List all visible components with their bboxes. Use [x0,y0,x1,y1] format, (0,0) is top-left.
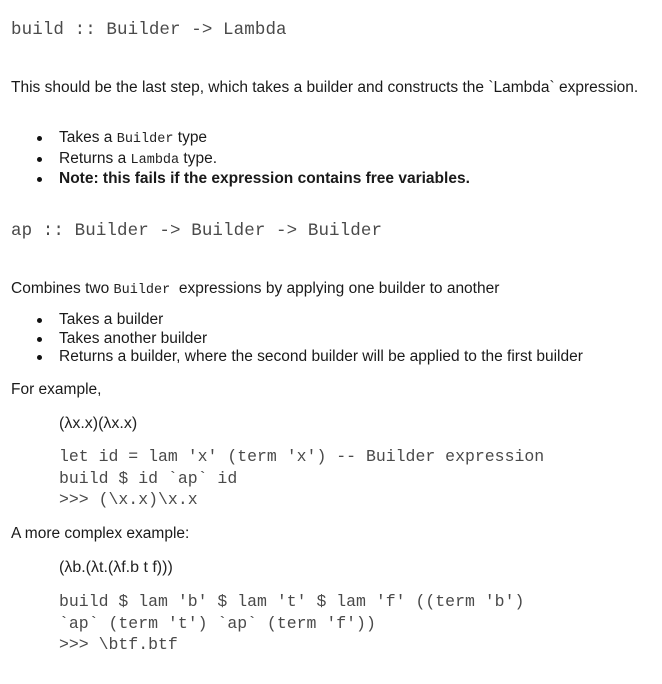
complex-example-math: (λb.(λt.(λf.b t f))) [59,559,173,576]
list-item [59,150,470,171]
code-line: let id = lam 'x' (term 'x') -- Builder expression [59,447,545,466]
description-text: Combines two [11,280,114,297]
bullet-icon [37,318,42,323]
bullet-icon [37,136,42,141]
bullet-text: Takes a builder [59,311,164,328]
example-math: (λx.x)(λx.x) [59,415,138,432]
bullet-icon [37,157,42,162]
description-text: expressions by applying one builder to another [170,280,500,297]
bullet-text: Returns a [59,149,131,167]
build-description: This should be the last step, which takes a builder and constructs the `Lambda` expression. [11,79,639,96]
complex-example-intro: A more complex example: [11,525,190,542]
example-code-block [59,446,544,511]
code-line: `ap` (term 't') `ap` (term 'f')) [59,613,376,633]
bullet-text: Returns a builder, where the second builder will be applied to the first builder [59,348,583,365]
code-line: build $ lam 'b' $ lam 't' $ lam 'f' ((term 'b') [59,592,525,611]
bullet-icon [37,355,42,360]
build-signature: build :: Builder -> Lambda [11,20,287,40]
list-item [59,129,470,150]
complex-code-block [59,591,524,656]
build-bullet-list [11,129,470,189]
bullet-icon [37,177,42,182]
code-line: >>> (\x.x)\x.x [59,490,198,509]
list-item [59,311,583,330]
inline-code: Lambda [130,152,180,168]
list-item [59,170,470,189]
ap-description [11,280,651,300]
bullet-text: type [173,129,208,146]
bullet-text: Takes another builder [59,329,208,347]
example-intro: For example, [11,381,102,398]
ap-signature: ap :: Builder -> Builder -> Builder [11,221,383,241]
ap-bullet-list [11,311,583,367]
code-line: >>> \btf.btf [59,635,178,654]
inline-code: Builder [116,132,174,147]
bullet-text: Takes a [59,129,117,146]
warning-note: Note: this fails if the expression contains free variables. [59,170,470,187]
list-item [59,348,583,367]
list-item [59,330,583,349]
inline-code: Builder [113,283,171,298]
bullet-icon [37,337,42,342]
code-line: build $ id `ap` id [59,468,238,488]
bullet-text: type. [179,149,218,167]
